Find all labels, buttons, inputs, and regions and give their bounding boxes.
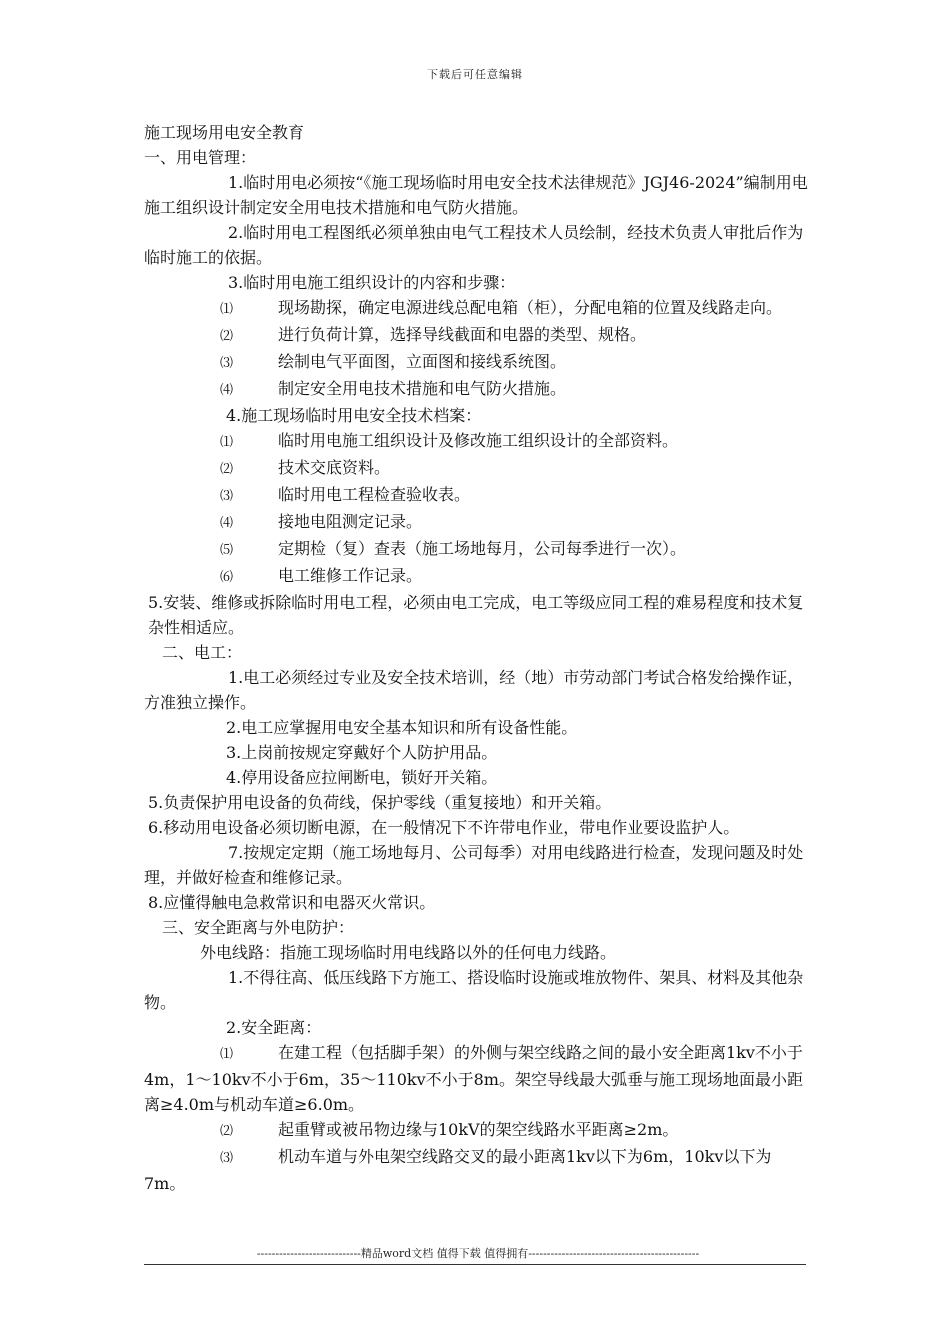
paragraph: 1.临时用电必须按“《施工现场临时用电安全技术法律规范》JGJ46-2024”编制用电施工组织设计制定安全用电技术措施和电气防火措施。 bbox=[144, 173, 808, 217]
list-item-text: 机动车道与外电架空线路交叉的最小距离1kv以下为6m，10kv以下为7m。 bbox=[144, 1147, 772, 1193]
list-item-number: ⑶ bbox=[220, 489, 234, 504]
paragraph: 5.安装、维修或拆除临时用电工程，必须由电工完成，电工等级应同工程的难易程度和技术复杂性相适应。 bbox=[148, 593, 804, 637]
list-item bbox=[144, 349, 812, 376]
paragraph: 7.按规定定期（施工场地每月、公司每季）对用电线路进行检查，发现问题及时处理，并做好检查和维修记录。 bbox=[144, 843, 804, 887]
list-item-text: 临时用电工程检查验收表。 bbox=[278, 485, 471, 504]
list-item-number: ⑵ bbox=[220, 329, 234, 344]
document-body bbox=[144, 120, 812, 1196]
paragraph: 6.移动用电设备必须切断电源，在一般情况下不许带电作业，带电作业要设监护人。 bbox=[148, 818, 740, 837]
list-item bbox=[144, 1144, 812, 1196]
list-item-number: ⑹ bbox=[220, 570, 234, 585]
list-item bbox=[144, 536, 812, 563]
paragraph: 8.应懂得触电急救常识和电器灭火常识。 bbox=[148, 893, 436, 912]
list-item bbox=[144, 322, 812, 349]
list-item bbox=[144, 563, 812, 590]
paragraph: 1.不得往高、低压线路下方施工、搭设临时设施或堆放物件、架具、材料及其他杂物。 bbox=[144, 968, 804, 1012]
list-item-number: ⑷ bbox=[220, 516, 234, 531]
section-heading-1: 一、用电管理： bbox=[144, 148, 257, 167]
list-item bbox=[144, 1117, 812, 1144]
footer-divider bbox=[144, 1264, 806, 1265]
list-item-number: ⑵ bbox=[220, 462, 234, 477]
list-item-number: ⑷ bbox=[220, 383, 234, 398]
paragraph: 2.安全距离： bbox=[226, 1018, 322, 1037]
paragraph: 5.负责保护用电设备的负荷线，保护零线（重复接地）和开关箱。 bbox=[148, 793, 612, 812]
list-item bbox=[144, 509, 812, 536]
list-item-text: 接地电阻测定记录。 bbox=[278, 512, 423, 531]
document-title: 施工现场用电安全教育 bbox=[144, 123, 305, 142]
list-item-text: 起重臂或被吊物边缘与10kV的架空线路水平距离≥2m。 bbox=[278, 1120, 679, 1139]
page-header: 下载后可任意编辑 bbox=[427, 68, 523, 81]
paragraph: 2.电工应掌握用电安全基本知识和所有设备性能。 bbox=[226, 718, 578, 737]
paragraph: 3.临时用电施工组织设计的内容和步骤： bbox=[228, 273, 516, 292]
list-item-number: ⑶ bbox=[220, 1151, 234, 1166]
list-item bbox=[144, 376, 812, 403]
paragraph: 4.施工现场临时用电安全技术档案： bbox=[226, 406, 482, 425]
section-heading-2: 二、电工： bbox=[162, 643, 243, 662]
list-item-number: ⑶ bbox=[220, 356, 234, 371]
list-item-text: 电工维修工作记录。 bbox=[278, 566, 423, 585]
list-item bbox=[144, 455, 812, 482]
list-item-text: 进行负荷计算，选择导线截面和电器的类型、规格。 bbox=[278, 325, 647, 344]
list-item bbox=[144, 482, 812, 509]
list-item-number: ⑸ bbox=[220, 543, 234, 558]
list-item-text: 技术交底资料。 bbox=[278, 458, 391, 477]
paragraph: 4.停用设备应拉闸断电，锁好开关箱。 bbox=[226, 768, 498, 787]
list-item-number: ⑴ bbox=[220, 435, 234, 450]
section-heading-3: 三、安全距离与外电防护： bbox=[162, 918, 355, 937]
list-item bbox=[144, 428, 812, 455]
list-item-text: 绘制电气平面图，立面图和接线系统图。 bbox=[278, 352, 567, 371]
list-item-text: 制定安全用电技术措施和电气防火措施。 bbox=[278, 379, 567, 398]
paragraph: 1.电工必须经过专业及安全技术培训，经（地）市劳动部门考试合格发给操作证，方准独立操作。 bbox=[144, 668, 804, 712]
paragraph: 2.临时用电工程图纸必须单独由电气工程技术人员绘制，经技术负责人审批后作为临时施工的依据。 bbox=[144, 223, 804, 267]
page-footer: ----------------------------精品word文档 值得下载 值得拥有---------------------------------------------- bbox=[256, 1247, 700, 1260]
list-item-number: ⑵ bbox=[220, 1124, 234, 1139]
list-item-text: 临时用电施工组织设计及修改施工组织设计的全部资料。 bbox=[278, 431, 679, 450]
list-item-number: ⑴ bbox=[220, 302, 234, 317]
list-item-number: ⑴ bbox=[220, 1047, 234, 1062]
paragraph: 3.上岗前按规定穿戴好个人防护用品。 bbox=[226, 743, 498, 762]
definition: 外电线路：指施工现场临时用电线路以外的任何电力线路。 bbox=[200, 943, 617, 962]
list-item bbox=[144, 295, 812, 322]
list-item-text: 定期检（复）查表（施工场地每月，公司每季进行一次）。 bbox=[278, 539, 687, 558]
list-item-text: 在建工程（包括脚手架）的外侧与架空线路之间的最小安全距离1kv不小于4m，1～10kv不小于6m，35～110kv不小于8m。架空导线最大弧垂与施工现场地面最小距离≥4.0m与机动车道≥6.0m。 bbox=[144, 1043, 803, 1114]
list-item-text: 现场勘探，确定电源进线总配电箱（柜），分配电箱的位置及线路走向。 bbox=[278, 298, 783, 317]
list-item bbox=[144, 1040, 812, 1117]
